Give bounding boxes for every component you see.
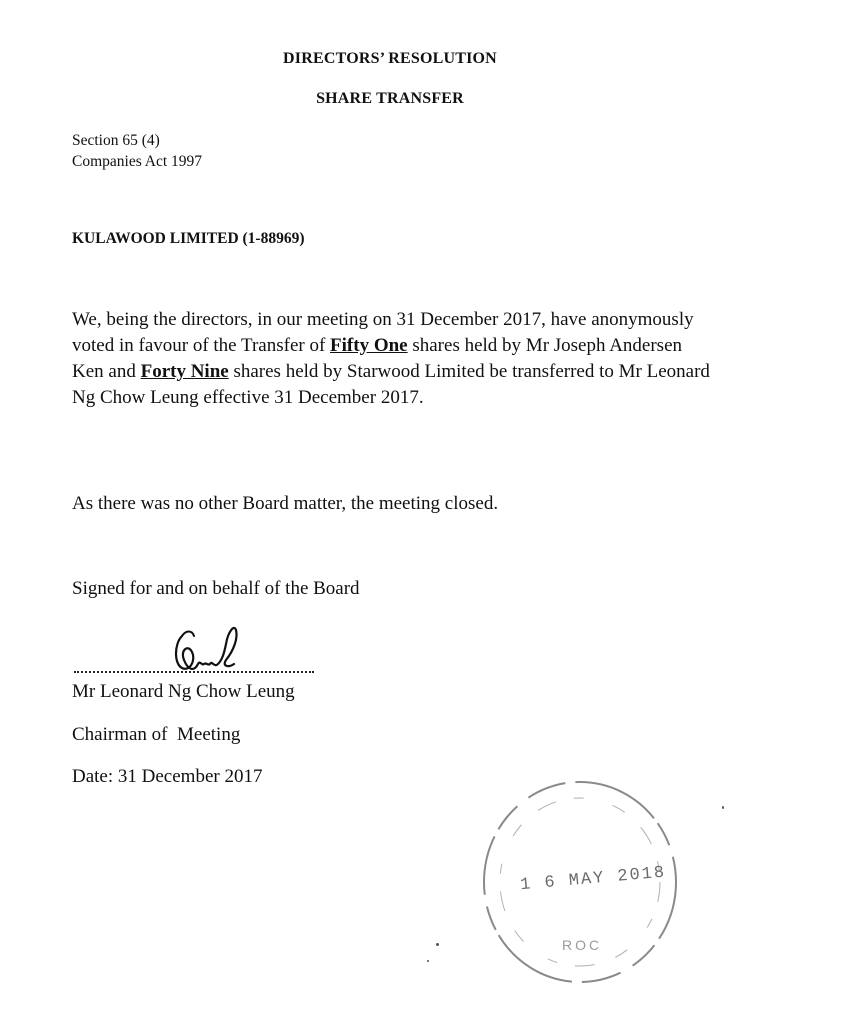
share-count-fifty-one: Fifty One [330, 335, 408, 356]
signer-role: Chairman of Meeting [72, 724, 241, 745]
resolution-date: Date: 31 December 2017 [72, 766, 263, 787]
section-reference: Section 65 (4) [72, 132, 160, 149]
scan-speck [436, 943, 439, 946]
scan-speck [722, 806, 724, 809]
resolution-paragraph [72, 307, 712, 411]
document-title: DIRECTORS’ RESOLUTION [283, 50, 497, 67]
share-count-forty-nine: Forty Nine [140, 361, 229, 382]
signature-line [74, 671, 314, 673]
closing-paragraph: As there was no other Board matter, the meeting closed. [72, 493, 499, 514]
paragraph-text-2: shares held by Mr Joseph Andersen Ken and [72, 335, 683, 382]
scan-speck [427, 960, 429, 962]
act-reference: Companies Act 1997 [72, 153, 203, 170]
paragraph-text-3: shares held by Starwood Limited be transferred to Mr Leonard Ng Chow Leung effective 31 December 2017. [72, 361, 710, 408]
stamp-date-text: 1 6 MAY 2018 [519, 863, 667, 896]
paragraph-text-1: We, being the directors, in our meeting on 31 December 2017, have anonymously voted in favour of the Transfer of [72, 309, 694, 356]
signer-name: Mr Leonard Ng Chow Leung [72, 681, 295, 702]
document-subtitle: SHARE TRANSFER [316, 90, 464, 107]
signed-on-behalf-line: Signed for and on behalf of the Board [72, 578, 360, 599]
company-name: KULAWOOD LIMITED (1-88969) [72, 230, 305, 247]
registry-stamp [470, 770, 680, 990]
stamp-bottom-text: ROC [562, 937, 603, 953]
